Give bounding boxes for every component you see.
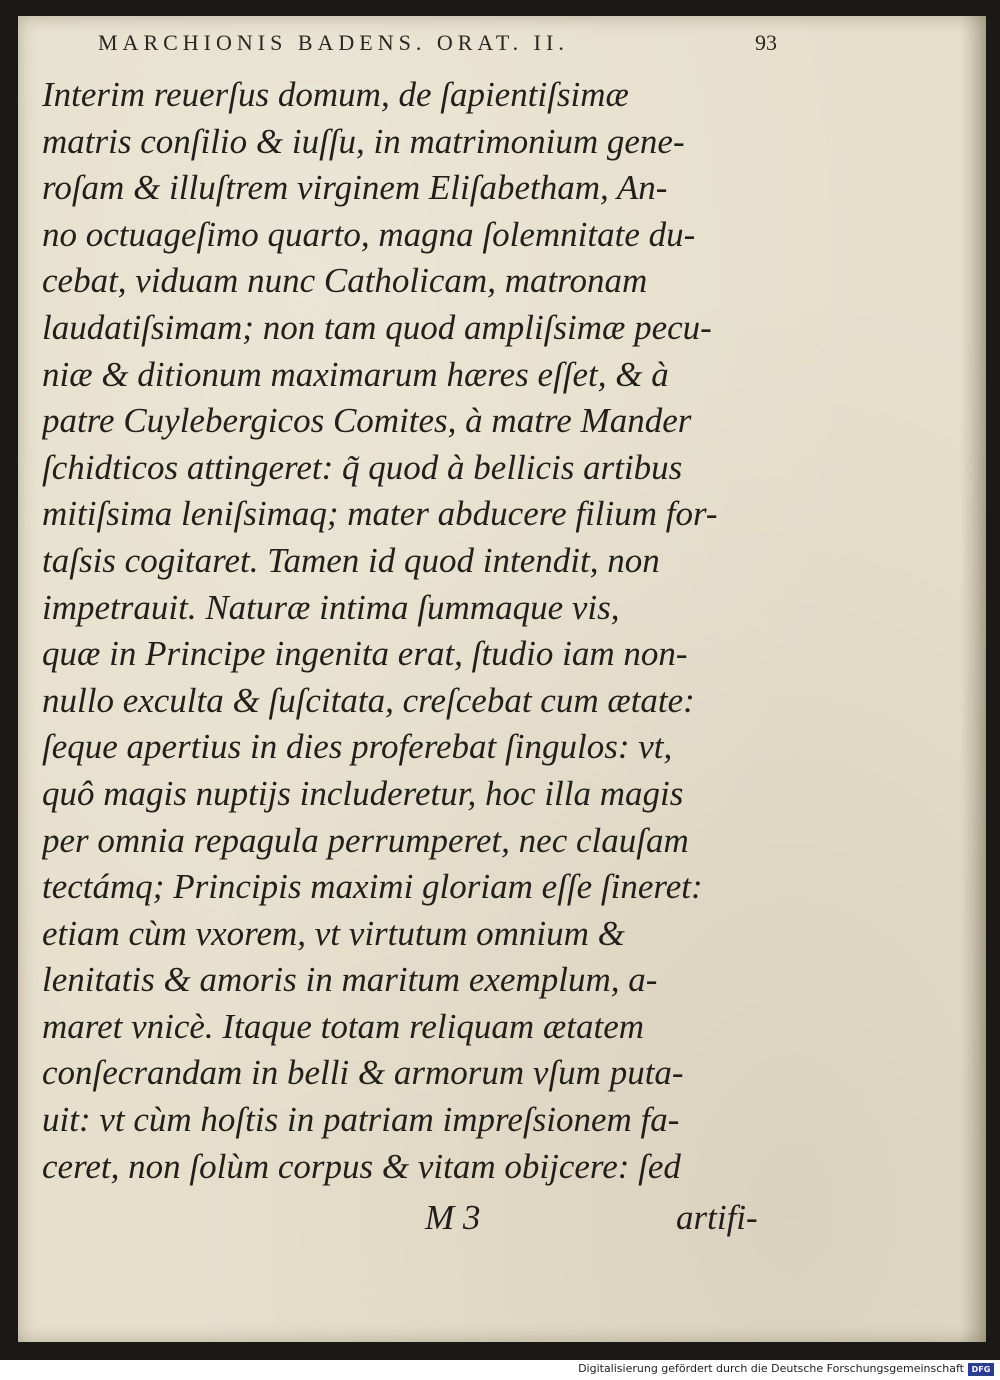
text-line: etiam cùm vxorem, vt virtutum omnium & xyxy=(42,913,625,953)
text-line: impetrauit. Naturæ intima ſummaque vis, xyxy=(42,587,620,627)
body-text xyxy=(42,72,792,1190)
text-line: no octuageſimo quarto, magna ſolemnitate du- xyxy=(42,214,696,254)
funding-credit: Digitalisierung gefördert durch die Deutsche Forschungsgemeinschaft xyxy=(578,1362,964,1375)
text-line: roſam & illuſtrem virginem Eliſabetham, An- xyxy=(42,168,668,208)
text-line: tectámq; Principis maximi gloriam eſſe ſineret: xyxy=(42,867,703,907)
dfg-logo: DFG xyxy=(968,1363,994,1376)
text-line: quæ in Principe ingenita erat, ſtudio iam non- xyxy=(42,634,688,674)
page-edge-shadow xyxy=(960,16,986,1342)
page-number: 93 xyxy=(755,30,777,55)
text-line: patre Cuylebergicos Comites, à matre Mander xyxy=(42,401,692,441)
text-line: laudatiſsimam; non tam quod ampliſsimæ pecu- xyxy=(42,307,712,347)
text-line: matris conſilio & iuſſu, in matrimonium gene- xyxy=(42,121,685,161)
page-foot xyxy=(42,1198,792,1248)
text-line: niæ & ditionum maximarum hæres eſſet, & à xyxy=(42,354,669,394)
text-line: ſchidticos attingeret: q̃ quod à bellicis artibus xyxy=(42,447,683,487)
text-line: maret vnicè. Itaque totam reliquam ætatem xyxy=(42,1006,645,1046)
text-line: mitiſsima leniſsimaq; mater abducere filium for- xyxy=(42,494,718,534)
text-line: conſecrandam in belli & armorum vſum puta- xyxy=(42,1053,684,1093)
text-line: lenitatis & amoris in maritum exemplum, a- xyxy=(42,960,658,1000)
text-line: cebat, viduam nunc Catholicam, matronam xyxy=(42,261,648,301)
running-head: MARCHIONIS BADENS. ORAT. II. xyxy=(98,30,569,55)
text-line: taſsis cogitaret. Tamen id quod intendit, non xyxy=(42,540,660,580)
text-line: per omnia repagula perrumperet, nec clauſam xyxy=(42,820,689,860)
catchword: artifi- xyxy=(676,1198,758,1237)
text-line: ſeque apertius in dies proferebat ſingulos: vt, xyxy=(42,727,673,767)
digitization-footer xyxy=(0,1360,1000,1380)
text-line: nullo exculta & ſuſcitata, creſcebat cum ætate: xyxy=(42,680,695,720)
text-line: ceret, non ſolùm corpus & vitam obijcere: ſed xyxy=(42,1146,681,1186)
text-line: Interim reuerſus domum, de ſapientiſsimæ xyxy=(42,75,629,114)
text-line: quô magis nuptijs includeretur, hoc illa magis xyxy=(42,773,684,813)
signature-mark: M 3 xyxy=(425,1198,481,1237)
text-line: uit: vt cùm hoſtis in patriam impreſsionem fa- xyxy=(42,1100,680,1140)
